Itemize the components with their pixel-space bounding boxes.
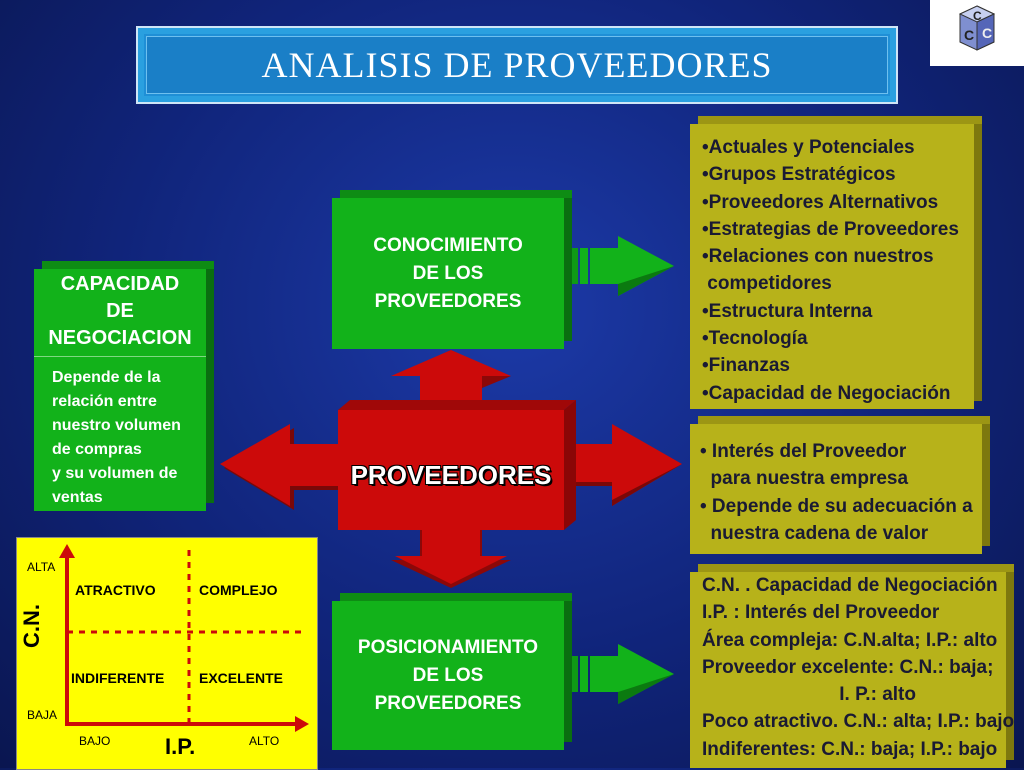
list-item: C.N. . Capacidad de Negociación <box>702 575 998 596</box>
x-low-label: BAJO <box>79 734 111 748</box>
quadrant-top-right: COMPLEJO <box>199 582 278 598</box>
quadrant-top-left: ATRACTIVO <box>75 582 156 598</box>
x-axis-title: I.P. <box>165 734 196 759</box>
title-banner <box>136 26 898 104</box>
posicionamiento-box <box>332 593 572 750</box>
list-item: • Depende de su adecuación a <box>700 495 973 517</box>
list-item: Poco atractivo. C.N.: alta; I.P.: bajo <box>702 711 1015 733</box>
list-item: Proveedor excelente: C.N.: baja; <box>702 656 994 678</box>
list-item: •Capacidad de Negociación <box>702 382 951 404</box>
list-item: Área compleja: C.N.alta; I.P.: alto <box>702 629 998 651</box>
list-item: I.P. : Interés del Proveedor <box>702 602 940 624</box>
svg-text:C: C <box>973 9 982 23</box>
interes-list-box <box>690 416 990 554</box>
y-high-label: ALTA <box>27 560 56 574</box>
posicion-list <box>702 572 1014 763</box>
divider <box>34 356 206 357</box>
list-item: •Grupos Estratégicos <box>702 164 896 186</box>
list-item: •Relaciones con nuestros <box>702 246 934 268</box>
list-item: nuestra cadena de valor <box>700 522 929 544</box>
list-item: •Estrategias de Proveedores <box>702 218 959 240</box>
posicion-list-box <box>690 564 1014 768</box>
svg-text:C: C <box>982 25 993 41</box>
arrow-right-icon <box>570 234 678 300</box>
list-item: Indiferentes: C.N.: baja; I.P.: bajo <box>702 738 998 760</box>
list-item: I. P.: alto <box>702 684 916 706</box>
conocimiento-box <box>332 190 572 349</box>
logo <box>930 0 1024 66</box>
cube-logo-icon <box>930 0 1024 66</box>
conocimiento-list <box>702 134 959 407</box>
arrow-right-icon <box>570 642 678 708</box>
page-title: ANALISIS DE PROVEEDORES <box>261 45 773 85</box>
conocimiento-label: CONOCIMIENTO DE LOS PROVEEDORES <box>373 234 523 312</box>
quadrant-bottom-right: EXCELENTE <box>199 670 284 686</box>
center-label: PROVEEDORES <box>350 460 552 490</box>
posicionamiento-label: POSICIONAMIENTO DE LOS PROVEEDORES <box>357 636 539 714</box>
list-item: •Finanzas <box>702 355 790 377</box>
y-low-label: BAJA <box>27 708 58 722</box>
capacidad-box <box>34 261 214 511</box>
list-item: •Proveedores Alternativos <box>702 191 939 213</box>
quadrant-bottom-left: INDIFERENTE <box>71 670 165 686</box>
list-item: competidores <box>702 273 832 295</box>
svg-text:C: C <box>964 27 975 43</box>
list-item: • Interés del Proveedor <box>700 441 907 462</box>
cn-ip-matrix <box>16 537 318 770</box>
interes-list <box>700 438 973 547</box>
x-high-label: ALTO <box>249 734 280 748</box>
list-item: para nuestra empresa <box>700 468 909 490</box>
y-axis-title: C.N. <box>19 604 44 648</box>
conocimiento-list-box <box>690 116 982 409</box>
capacidad-title: CAPACIDAD DE NEGOCIACION <box>48 273 192 349</box>
capacidad-body: Depende de la relación entre nuestro volumen de compras y su volumen de ventas <box>52 369 181 506</box>
list-item: •Actuales y Potenciales <box>702 137 915 158</box>
list-item: •Tecnología <box>702 328 808 350</box>
list-item: •Estructura Interna <box>702 300 873 322</box>
